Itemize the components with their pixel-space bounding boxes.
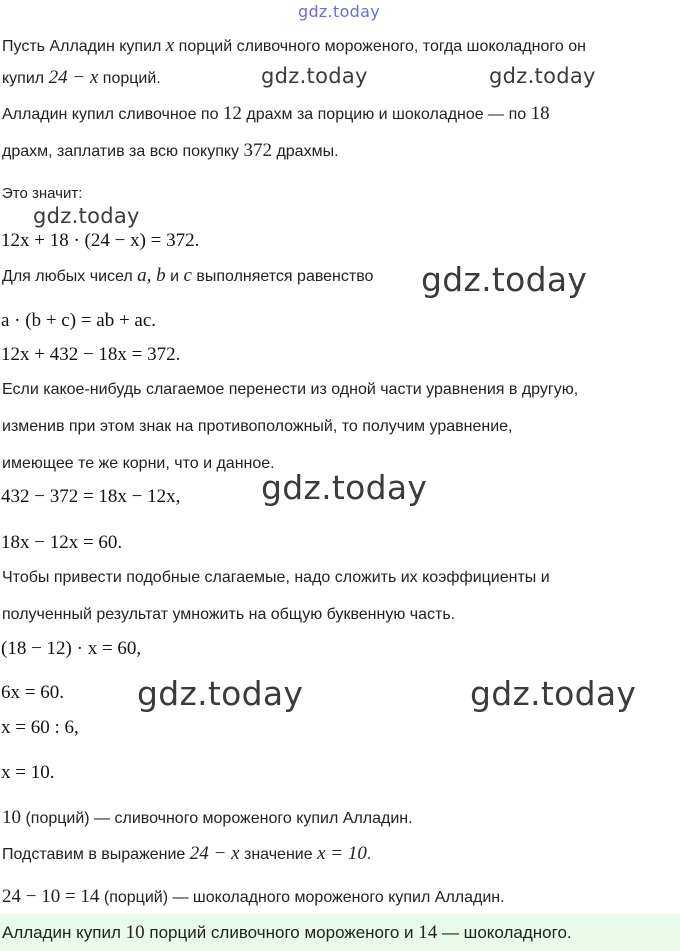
text-fragment: порций сливочного мороженого и — [144, 923, 419, 942]
math-number: 372 — [243, 140, 272, 161]
text-line — [2, 68, 161, 89]
equation: 12x + 18 · (24 − x) = 372. — [1, 230, 200, 251]
math-expression: x = 10 — [317, 843, 367, 864]
text-line — [2, 808, 413, 829]
text-fragment: Подставим в выражение — [2, 846, 190, 863]
math-number: 10 — [125, 922, 145, 943]
text-fragment: значение — [239, 846, 318, 863]
equation: 432 − 372 = 18x − 12x, — [1, 486, 181, 507]
text-fragment: (порций) — шоколадного мороженого купил Алладин. — [99, 889, 505, 906]
answer-text — [2, 923, 572, 943]
math-expression: 24 − 10 = 14 — [2, 886, 100, 907]
math-expression: 24 − x — [189, 843, 240, 864]
text-line: Чтобы привести подобные слагаемые, надо сложить их коэффициенты и — [2, 569, 550, 586]
math-variable: c — [183, 265, 192, 286]
text-fragment: драхмы. — [272, 143, 339, 160]
text-line — [2, 844, 371, 865]
equation: a · (b + c) = ab + ac. — [1, 310, 157, 331]
watermark: gdz.today — [489, 64, 596, 88]
text-line: изменив при этом знак на противоположный, то получим уравнение, — [2, 418, 513, 435]
text-line — [2, 104, 550, 125]
answer-box — [0, 914, 680, 951]
text-fragment: Алладин купил сливочное по — [2, 106, 223, 123]
text-fragment: — шоколадного. — [437, 923, 572, 942]
math-variable: a, b — [137, 265, 166, 286]
math-number: 14 — [418, 922, 438, 943]
watermark: gdz.today — [298, 2, 380, 21]
text-fragment: (порций) — сливочного мороженого купил Алладин. — [21, 810, 413, 827]
text-fragment: порций. — [98, 70, 161, 87]
text-fragment: выполняется равенство — [191, 268, 374, 285]
watermark: gdz.today — [261, 468, 428, 507]
text-line: имеющее те же корни, что и данное. — [2, 455, 275, 472]
equation: 18x − 12x = 60. — [1, 532, 123, 553]
text-fragment: Пусть Алладин купил — [2, 38, 166, 55]
text-fragment: и — [165, 268, 184, 285]
math-number: 10 — [2, 807, 21, 828]
watermark: gdz.today — [33, 204, 140, 228]
text-fragment: . — [366, 846, 372, 863]
text-line — [2, 266, 373, 287]
math-number: 18 — [530, 103, 550, 124]
equation: x = 10. — [1, 762, 55, 783]
text-line: полученный результат умножить на общую буквенную часть. — [2, 606, 456, 623]
text-fragment: порций сливочного мороженого, тогда шоколадного он — [174, 38, 586, 55]
text-line — [2, 887, 505, 908]
watermark: gdz.today — [470, 674, 637, 713]
watermark: gdz.today — [137, 674, 304, 713]
math-expression: 24 − x — [48, 67, 99, 88]
text-line — [2, 141, 339, 162]
equation: 6x = 60. — [1, 682, 64, 703]
text-line: Это значит: — [2, 185, 83, 202]
text-fragment: Для любых чисел — [2, 268, 138, 285]
text-fragment: купил — [2, 70, 49, 87]
math-variable: x — [165, 35, 175, 56]
text-fragment: драхм, заплатив за всю покупку — [2, 143, 244, 160]
text-fragment: Алладин купил — [2, 923, 126, 942]
equation: (18 − 12) · x = 60, — [1, 638, 142, 659]
watermark: gdz.today — [421, 260, 588, 299]
text-fragment: драхм за порцию и шоколадное — по — [241, 106, 531, 123]
equation: x = 60 : 6, — [1, 717, 79, 738]
text-line: Если какое-нибудь слагаемое перенести из одной части уравнения в другую, — [2, 381, 579, 398]
watermark: gdz.today — [261, 64, 368, 88]
math-number: 12 — [222, 103, 242, 124]
text-line — [2, 36, 586, 57]
equation: 12x + 432 − 18x = 372. — [1, 344, 181, 365]
